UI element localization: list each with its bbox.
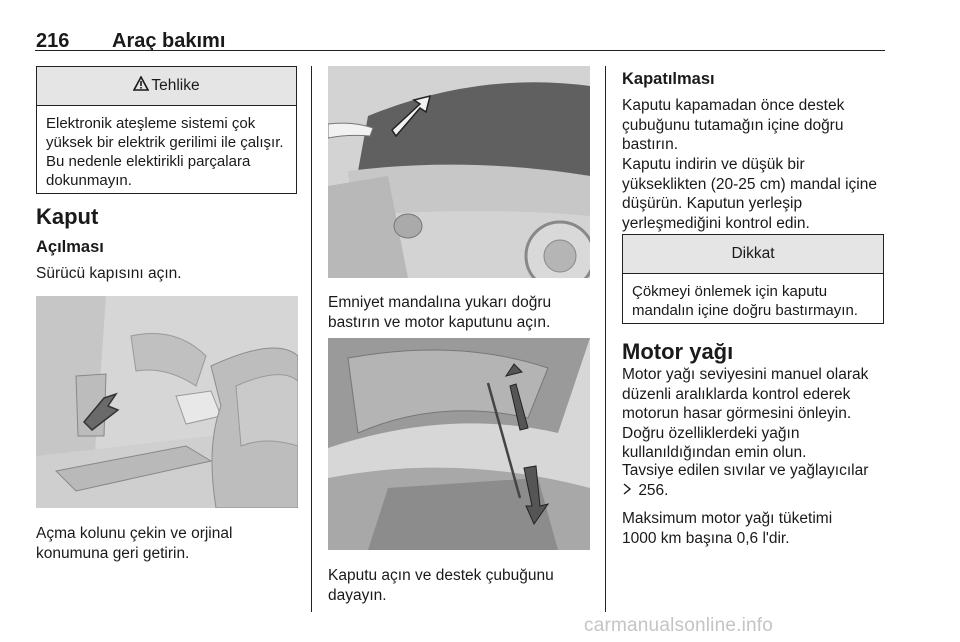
column-divider-right — [605, 66, 606, 612]
engine-oil-paragraph-3: Maksimum motor yağı tüketimi 1000 km başına 0,6 l'dir. — [622, 510, 833, 547]
chapter-title: Araç bakımı — [112, 30, 226, 52]
page-reference-arrow-icon — [622, 481, 634, 501]
watermark: carmanualsonline.info — [584, 615, 774, 636]
caption-safety-catch: Emniyet mandalına yukarı doğru bastırın ve motor kaputunu açın. — [328, 294, 552, 331]
release-lever-illustration — [36, 296, 298, 508]
caution-box-text: Çökmeyi önlemek için kaputu mandalın içine doğru bastırmayın. — [632, 283, 858, 319]
page-number: 216 — [36, 30, 70, 52]
closing-paragraph-1: Kaputu kapamadan önce destek çubuğunu tutamağın içine doğru bastırın. — [622, 97, 845, 153]
engine-oil-paragraph-2-text: Tavsiye edilen sıvılar ve yağlayıcılar — [622, 462, 869, 479]
subheading-closing: Kapatılması — [622, 70, 715, 88]
prop-rod-illustration — [328, 338, 590, 550]
column-divider-left — [311, 66, 312, 612]
step-open-door: Sürücü kapısını açın. — [36, 265, 182, 282]
closing-paragraph-2: Kaputu indirin ve düşük bir yükseklikten (20-25 cm) mandal içine düşürün. Kaputun yerleşip yerleşmediğini kontrol edin. — [622, 156, 877, 232]
warning-box — [36, 66, 297, 194]
warning-box-header — [37, 67, 296, 106]
engine-oil-paragraph-2 — [622, 461, 890, 500]
header-divider — [35, 50, 885, 51]
subheading-opening: Açılması — [36, 238, 104, 256]
page-reference-link[interactable]: 256. — [638, 481, 669, 499]
safety-catch-illustration — [328, 66, 590, 278]
warning-box-text: Elektronik ateşleme sistemi çok yüksek bir elektrik gerilimi ile çalışır. Bu nedenle elektirikli parçalara dokunmayın. — [46, 115, 284, 189]
caption-prop-rod: Kaputu açın ve destek çubuğunu dayayın. — [328, 567, 554, 604]
section-heading-engine-oil: Motor yağı — [622, 339, 734, 364]
caption-release-lever: Açma kolunu çekin ve orjinal konumuna geri getirin. — [36, 525, 233, 562]
caution-box-title: Dikkat — [731, 245, 775, 262]
engine-oil-paragraph-1: Motor yağı seviyesini manuel olarak düzenli aralıklarda kontrol ederek motorun hasar görmesini önleyin. Doğru özelliklerdeki yağın kullanıldığından emin olun. — [622, 366, 869, 461]
warning-box-title: Tehlike — [151, 77, 200, 94]
caution-box-header — [623, 235, 883, 274]
warning-triangle-icon — [133, 76, 149, 96]
caution-box — [622, 234, 884, 324]
section-heading-hood: Kaput — [36, 204, 99, 229]
